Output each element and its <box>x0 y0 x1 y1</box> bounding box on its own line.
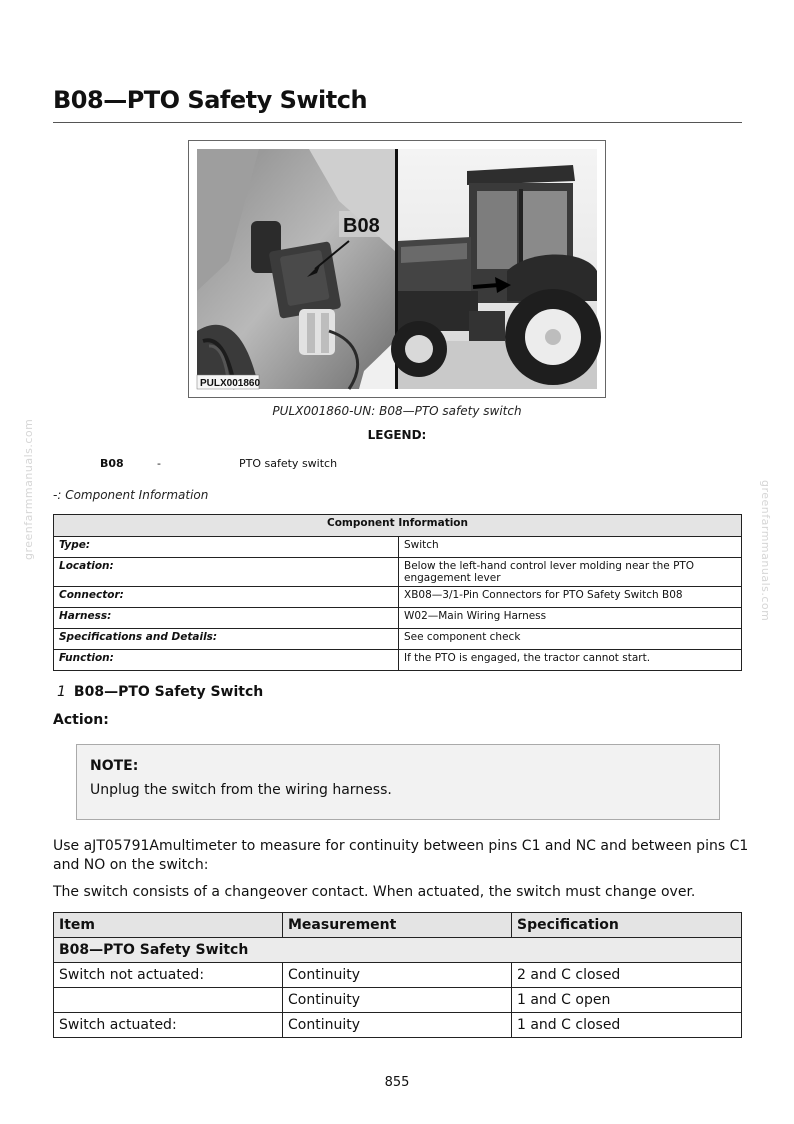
figure-image-id: PULX001860 <box>200 378 261 389</box>
row-value: If the PTO is engaged, the tractor cannot start. <box>399 650 742 671</box>
row-value: XB08—3/1-Pin Connectors for PTO Safety Switch B08 <box>399 587 742 608</box>
row-key: Type: <box>54 537 399 558</box>
page-title: B08—PTO Safety Switch <box>53 86 368 114</box>
switch-and-tractor-photo <box>189 141 605 397</box>
table-row <box>54 650 742 671</box>
table-cell: 1 and C open <box>512 988 742 1013</box>
table-cell: Continuity <box>283 988 512 1013</box>
legend-description: PTO safety switch <box>239 457 338 470</box>
column-header: Item <box>54 913 283 938</box>
row-key: Specifications and Details: <box>54 629 399 650</box>
figure-photo <box>188 140 606 398</box>
table-cell: Continuity <box>283 1013 512 1038</box>
column-header: Specification <box>512 913 742 938</box>
row-value: W02—Main Wiring Harness <box>399 608 742 629</box>
table-row <box>54 537 742 558</box>
table-row <box>54 988 742 1013</box>
row-key: Location: <box>54 558 399 587</box>
step-label: B08—PTO Safety Switch <box>73 684 264 700</box>
row-key: Function: <box>54 650 399 671</box>
watermark-left: greenfarmmanuals.com <box>22 418 35 560</box>
note-box <box>76 744 720 820</box>
table-cell: 2 and C closed <box>512 963 742 988</box>
table-row <box>54 587 742 608</box>
row-key: Harness: <box>54 608 399 629</box>
note-title: NOTE: <box>90 758 139 774</box>
step-heading <box>57 684 263 700</box>
legend-code: B08 <box>100 457 124 470</box>
page-number: 855 <box>384 1075 410 1090</box>
row-value: Switch <box>399 537 742 558</box>
table-row <box>54 629 742 650</box>
column-header: Measurement <box>283 913 512 938</box>
note-body: Unplug the switch from the wiring harness. <box>90 782 392 798</box>
table-cell: 1 and C closed <box>512 1013 742 1038</box>
measurement-table <box>53 912 742 1038</box>
component-info-table-title: Component Information <box>54 515 742 537</box>
action-label: Action: <box>53 712 109 728</box>
component-info-heading: -: Component Information <box>53 488 209 502</box>
legend-dash: - <box>157 457 161 470</box>
table-cell: Switch actuated: <box>54 1013 283 1038</box>
row-key: Connector: <box>54 587 399 608</box>
table-row <box>54 963 742 988</box>
step-number: 1 <box>57 684 66 700</box>
table-row <box>54 558 742 587</box>
table-row <box>54 608 742 629</box>
description-paragraph: The switch consists of a changeover contact. When actuated, the switch must change over. <box>53 884 696 900</box>
table-row <box>54 1013 742 1038</box>
table-cell: Continuity <box>283 963 512 988</box>
figure-callout: B08 <box>343 215 380 237</box>
row-value: Below the left-hand control lever molding near the PTO engagement lever <box>399 558 742 587</box>
instruction-paragraph: Use aJT05791Amultimeter to measure for continuity between pins C1 and NC and between pins C1 and NO on the switch: <box>53 838 749 873</box>
row-value: See component check <box>399 629 742 650</box>
legend-title: LEGEND: <box>367 428 427 442</box>
table-cell <box>54 988 283 1013</box>
watermark-right: greenfarmmanuals.com <box>759 480 772 622</box>
title-divider <box>53 122 742 123</box>
figure-caption: PULX001860-UN: B08—PTO safety switch <box>272 404 522 418</box>
table-subheader: B08—PTO Safety Switch <box>54 938 742 963</box>
table-cell: Switch not actuated: <box>54 963 283 988</box>
component-info-table <box>53 514 742 671</box>
